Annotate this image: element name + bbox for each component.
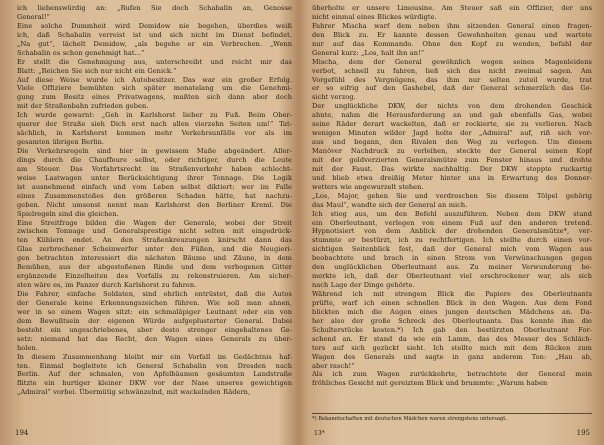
right-text-line: Ich stieg aus, um den Befehl auszuführen. Neben dem DKW stand: [312, 209, 592, 218]
right-text-line: Hypnotisiert von dem Anblick der drohenden Generalsmütze*, ver-: [312, 227, 592, 236]
left-text-line: Eine Streitfrage bilden die Wagen der Generale, wobei der Streit: [17, 218, 292, 227]
left-text-line: eines Zusammenstoßes den größeren Schaden hätte, hat nachzu-: [17, 191, 292, 200]
left-text-line: ich liebenswürdig an: „Rufen Sie doch Schabalin an, Genosse: [17, 4, 292, 12]
left-text-line: querer der Straße sieh Dich erst nach allen vierzehn Seiten um!“ Tat-: [17, 120, 292, 129]
left-text-line: gung zum Besitz eines Privatwagens, mußten sich dann aber doch: [17, 93, 292, 102]
left-text-line: ten. Einmal begleitete ich General Schabalin von Dresden nach: [17, 361, 292, 370]
right-text-line: ters auf sich gezückt sieht. Ich stellte mich mit dem Rücken zum: [312, 343, 592, 352]
left-text-line: In diesem Zusammenhang bleibt mir ein Vorfall im Gedächtnis haf-: [17, 352, 292, 361]
left-text-line: Ich wurde gewarnt: „Geh in Karlshorst lieber zu Fuß. Beim Ober-: [17, 111, 292, 120]
signature-mark: 13*: [314, 430, 325, 437]
right-text-line: beobachtete und brach in einen Strom von Verwünschungen gegen: [312, 254, 592, 263]
right-text-line: mit der Faust. Das wirkte nachhaltig. Der DKW stoppte ruckartig: [312, 164, 592, 173]
left-text-line: Berlin. Auf der schmalen, von Apfelbäumen gesäumten Landstraße: [17, 370, 292, 379]
left-text-line: sten wäre es, im Panzer durch Karlshorst zu fahren.: [17, 281, 197, 290]
left-text-line: Schabalin es schon genehmigt hat...“: [17, 48, 145, 57]
right-text-line: Während ich mit strengem Blick die Papiere des Oberleutnants: [312, 290, 592, 298]
left-text-line: gesamten übrigen Berlin.: [17, 138, 105, 147]
left-text-line: „Admiral“ vorbei. Übermütig schwänzelnd, mit wackelnden Rädern,: [17, 388, 251, 397]
right-text-line: überholte er unsere Limousine. Am Steuer saß ein Offizier, der uns: [312, 4, 592, 12]
right-page-text: [312, 4, 592, 388]
footnote: *) Bekanntschaften mit deutschen Mädchen waren strengstens untersagt.: [312, 413, 592, 423]
left-text-line: Spielregeln sind die gleichen.: [17, 209, 119, 218]
left-text-line: Die Verkehrsregeln sind hier in gewissem Maße abgeändert. Aller-: [17, 147, 292, 155]
right-text-line: nur auf das Kommando. Ohne den Kopf zu wenden, befahl der: [312, 39, 592, 48]
left-text-line: Blatt: „Reichen Sie sich nur nicht ein Genick.“: [17, 66, 177, 75]
right-text-line: nicht einmal eines Blickes würdigte.: [312, 12, 437, 21]
right-text-line: wetters wie angewurzelt stehen.: [312, 182, 424, 191]
right-text-line: sichtigen Seitenblick fest, daß der General mich vom Wagen aus: [312, 245, 592, 254]
left-text-line: Er stellt die Genehmigung aus, unterschreibt und reicht mir das: [17, 57, 292, 66]
right-text-line: merkte ich, daß der Oberleutnant viel erschrockener war, als sich: [312, 272, 592, 281]
left-text-line: mit der Straßenbahn zufrieden geben.: [17, 102, 149, 111]
right-text-line: und blieb etwa dreißig Meter hinter uns in Erwartung des Donner-: [312, 173, 592, 182]
left-text-line: General!“: [17, 12, 50, 21]
left-text-line: Bemühen, aus der abgestoßenen Rinde und dem verbogenen Gitter: [17, 263, 292, 272]
left-text-line: Eine solche Dummheit wird Demidow nie begehen, überdies weiß: [17, 21, 292, 30]
right-text-line: Als ich zum Wagen zurückkehrte, betrachtete der General mein: [312, 370, 592, 379]
left-text-line: flitzte ein hurtiger kleiner DKW vor der Nase unseres gewichtigen: [17, 379, 292, 388]
left-text-line: Auf diese Weise wurde ich Autobesitzer. Das war ein großer Erfolg.: [17, 75, 292, 84]
left-text-line: ich, daß Schabalin verreist ist und sich nicht im Dienst befindet.: [17, 30, 292, 39]
right-text-line: das Maul“, wandte sich der General an mich.: [312, 200, 468, 209]
right-text-line: den Blick zu. Er kannte dessen Gewohnheiten genau und wartete: [312, 30, 592, 39]
left-text-line: weise Lastwagen unter Berücksichtigung ihrer Tonnage. Die Logik: [17, 173, 292, 182]
right-text-line: seine Räder derart wackelten, daß er rockierte, sie zu verlieren. Nach: [312, 120, 592, 129]
left-text-line: holen.: [17, 343, 38, 352]
right-text-line: Schulterstücke kosten.*) Ich gab den bestürzten Oberleutnant For-: [312, 325, 592, 334]
right-text-line: Manöver Nachdruck zu verleihen, steckte der General seinen Kopf: [312, 147, 592, 155]
right-text-line: Mischa, dem der General gewöhnlich wegen seines Magenleidens: [312, 57, 592, 66]
right-text-line: General kurz: „Los, halt ihn an!“: [312, 48, 425, 57]
right-text-line: wenigen Minuten wilder Jagd holte der „Admiral“ auf, riß sich vor-: [312, 129, 592, 138]
left-text-line: Viele Offiziere bemühten sich später monatelang um die Genehmi-: [17, 84, 292, 93]
left-text-line: besteht ein ungeschriebenes, aber desto strenger eingehaltenes Ge-: [17, 325, 292, 334]
right-text-line: ahnte, nahm die Herausforderung an und gab ebenfalls Gas, wobei: [312, 111, 592, 120]
right-text-line: Der unglückliche DKW, der nichts von dem drohenden Geschick: [312, 102, 592, 111]
right-text-line: fröhliches Gesicht mit gereiztem Blick und brummte: „Warum haben: [312, 379, 548, 388]
right-text-line: „Los, Major, gehen Sie und verdreschen Sie diesem Tölpel gehörig: [312, 191, 592, 200]
left-page-text: [17, 4, 292, 397]
right-text-line: er so eifrig auf den Gashebel, daß der General schmerzlich das Ge-: [312, 84, 592, 93]
right-text-line: verbot, schnell zu fahren, ließ sich das nicht zweimal sagen. Am: [312, 66, 592, 75]
left-text-line: setz: niemand hat das Recht, den Wagen eines Generals zu über-: [17, 334, 292, 343]
left-text-line: ten Kühlern endet. An den Straßenkreuzungen knirscht dann das: [17, 236, 292, 245]
right-text-line: nach Lage der Dinge gehörte.: [312, 281, 415, 290]
left-text-line: dings durch die Chauffeure selbst, oder richtiger, durch die Leute: [17, 155, 292, 164]
right-text-line: Wagen des Generals und sagte in ganz anderem Ton: „Hau ab,: [312, 352, 592, 361]
right-text-line: den unglücklichen Oberleutnant aus. Zu meiner Verwunderung be-: [312, 263, 592, 272]
left-text-line: geben. Nicht umsonst nennt man Karlshorst den Berliner Kreml. Die: [17, 200, 292, 209]
right-text-line: Vorgefühl des Vergnügens, das ihm nur selten zuteil wurde, trat: [312, 75, 592, 84]
right-text-line: stummte er bestürzt, ich zu rechtfertigen. Ich stellte durch einen vor-: [312, 236, 592, 245]
page-number-right: 195: [576, 429, 590, 437]
left-text-line: sächlich, in Karlshorst kommen mehr Verkehrsunfälle vor als im: [17, 129, 292, 138]
right-text-line: prüfte, warf ich einen schnellen Blick in den Wagen. Aus dem Fond: [312, 298, 592, 307]
right-text-line: aus und begann, den Rivalen den Weg zu verlegen. Um diesem: [312, 138, 592, 147]
right-text-line: mit der goldverzierten Generalsmütze zum Fenster hinaus und drohte: [312, 155, 592, 164]
left-text-line: gen betrachten interessiert die nächsten Bäume und Zäune, in dem: [17, 254, 292, 263]
left-text-line: Die Fahrer, einfache Soldaten, sind ehrlich entrüstet, daß die Autos: [17, 290, 292, 298]
left-text-line: der Generale keine Erkennungszeichen führen. Wie soll man ahnen,: [17, 298, 292, 307]
left-text-line: wer in so einem Wagen sitzt: ein schmaläpiger Leutnant oder ein von: [17, 307, 292, 316]
right-text-line: Fahrer Mischa warf dem neben ihm sitzenden General einen fragen-: [312, 21, 592, 30]
left-text-line: „Na gut“, lächelt Demidow, „als begehe er ein Verbrechen. „Wenn: [17, 39, 292, 48]
left-text-line: zwischen Tonnage und Generalsprestige nicht selten mit eingedrück-: [17, 227, 292, 236]
left-text-line: ist ausnehmend einfach und vom Leben selbst diktiert: wer im Falle: [17, 182, 292, 191]
right-text-line: sicht verzog.: [312, 93, 356, 102]
left-text-line: am Steuer. Das Vorfahrtsrecht im Straßenverkehr haben schlecht-: [17, 164, 292, 173]
right-text-line: aber rasch!“: [312, 361, 355, 370]
right-text-line: blickten mich die Augen eines jungen deutschen Mädchens an. Da-: [312, 307, 592, 316]
right-text-line: ein Oberleutnant, verlegen von einem Fuß auf den anderen tretend.: [312, 218, 592, 227]
left-text-line: ergänzende Einzelheiten des Vorfalls zu rekonstruieren. Am sicher-: [17, 272, 292, 281]
right-text-line: her also der große Schreck des Oberleutnants. Das konnte ihm die: [312, 316, 592, 325]
right-page: [302, 0, 604, 445]
left-text-line: Glas zerbrochener Scheinwerfer unter den Füßen, und die Neugieri-: [17, 245, 292, 254]
right-text-line: schend an. Er stand da wie ein Lamm, das des Messer des Schläch-: [312, 334, 592, 343]
page-number-left: 194: [15, 429, 29, 437]
left-text-line: dem Bewußtsein der eigenen Würde aufgeplusterter General. Dabei: [17, 316, 292, 325]
